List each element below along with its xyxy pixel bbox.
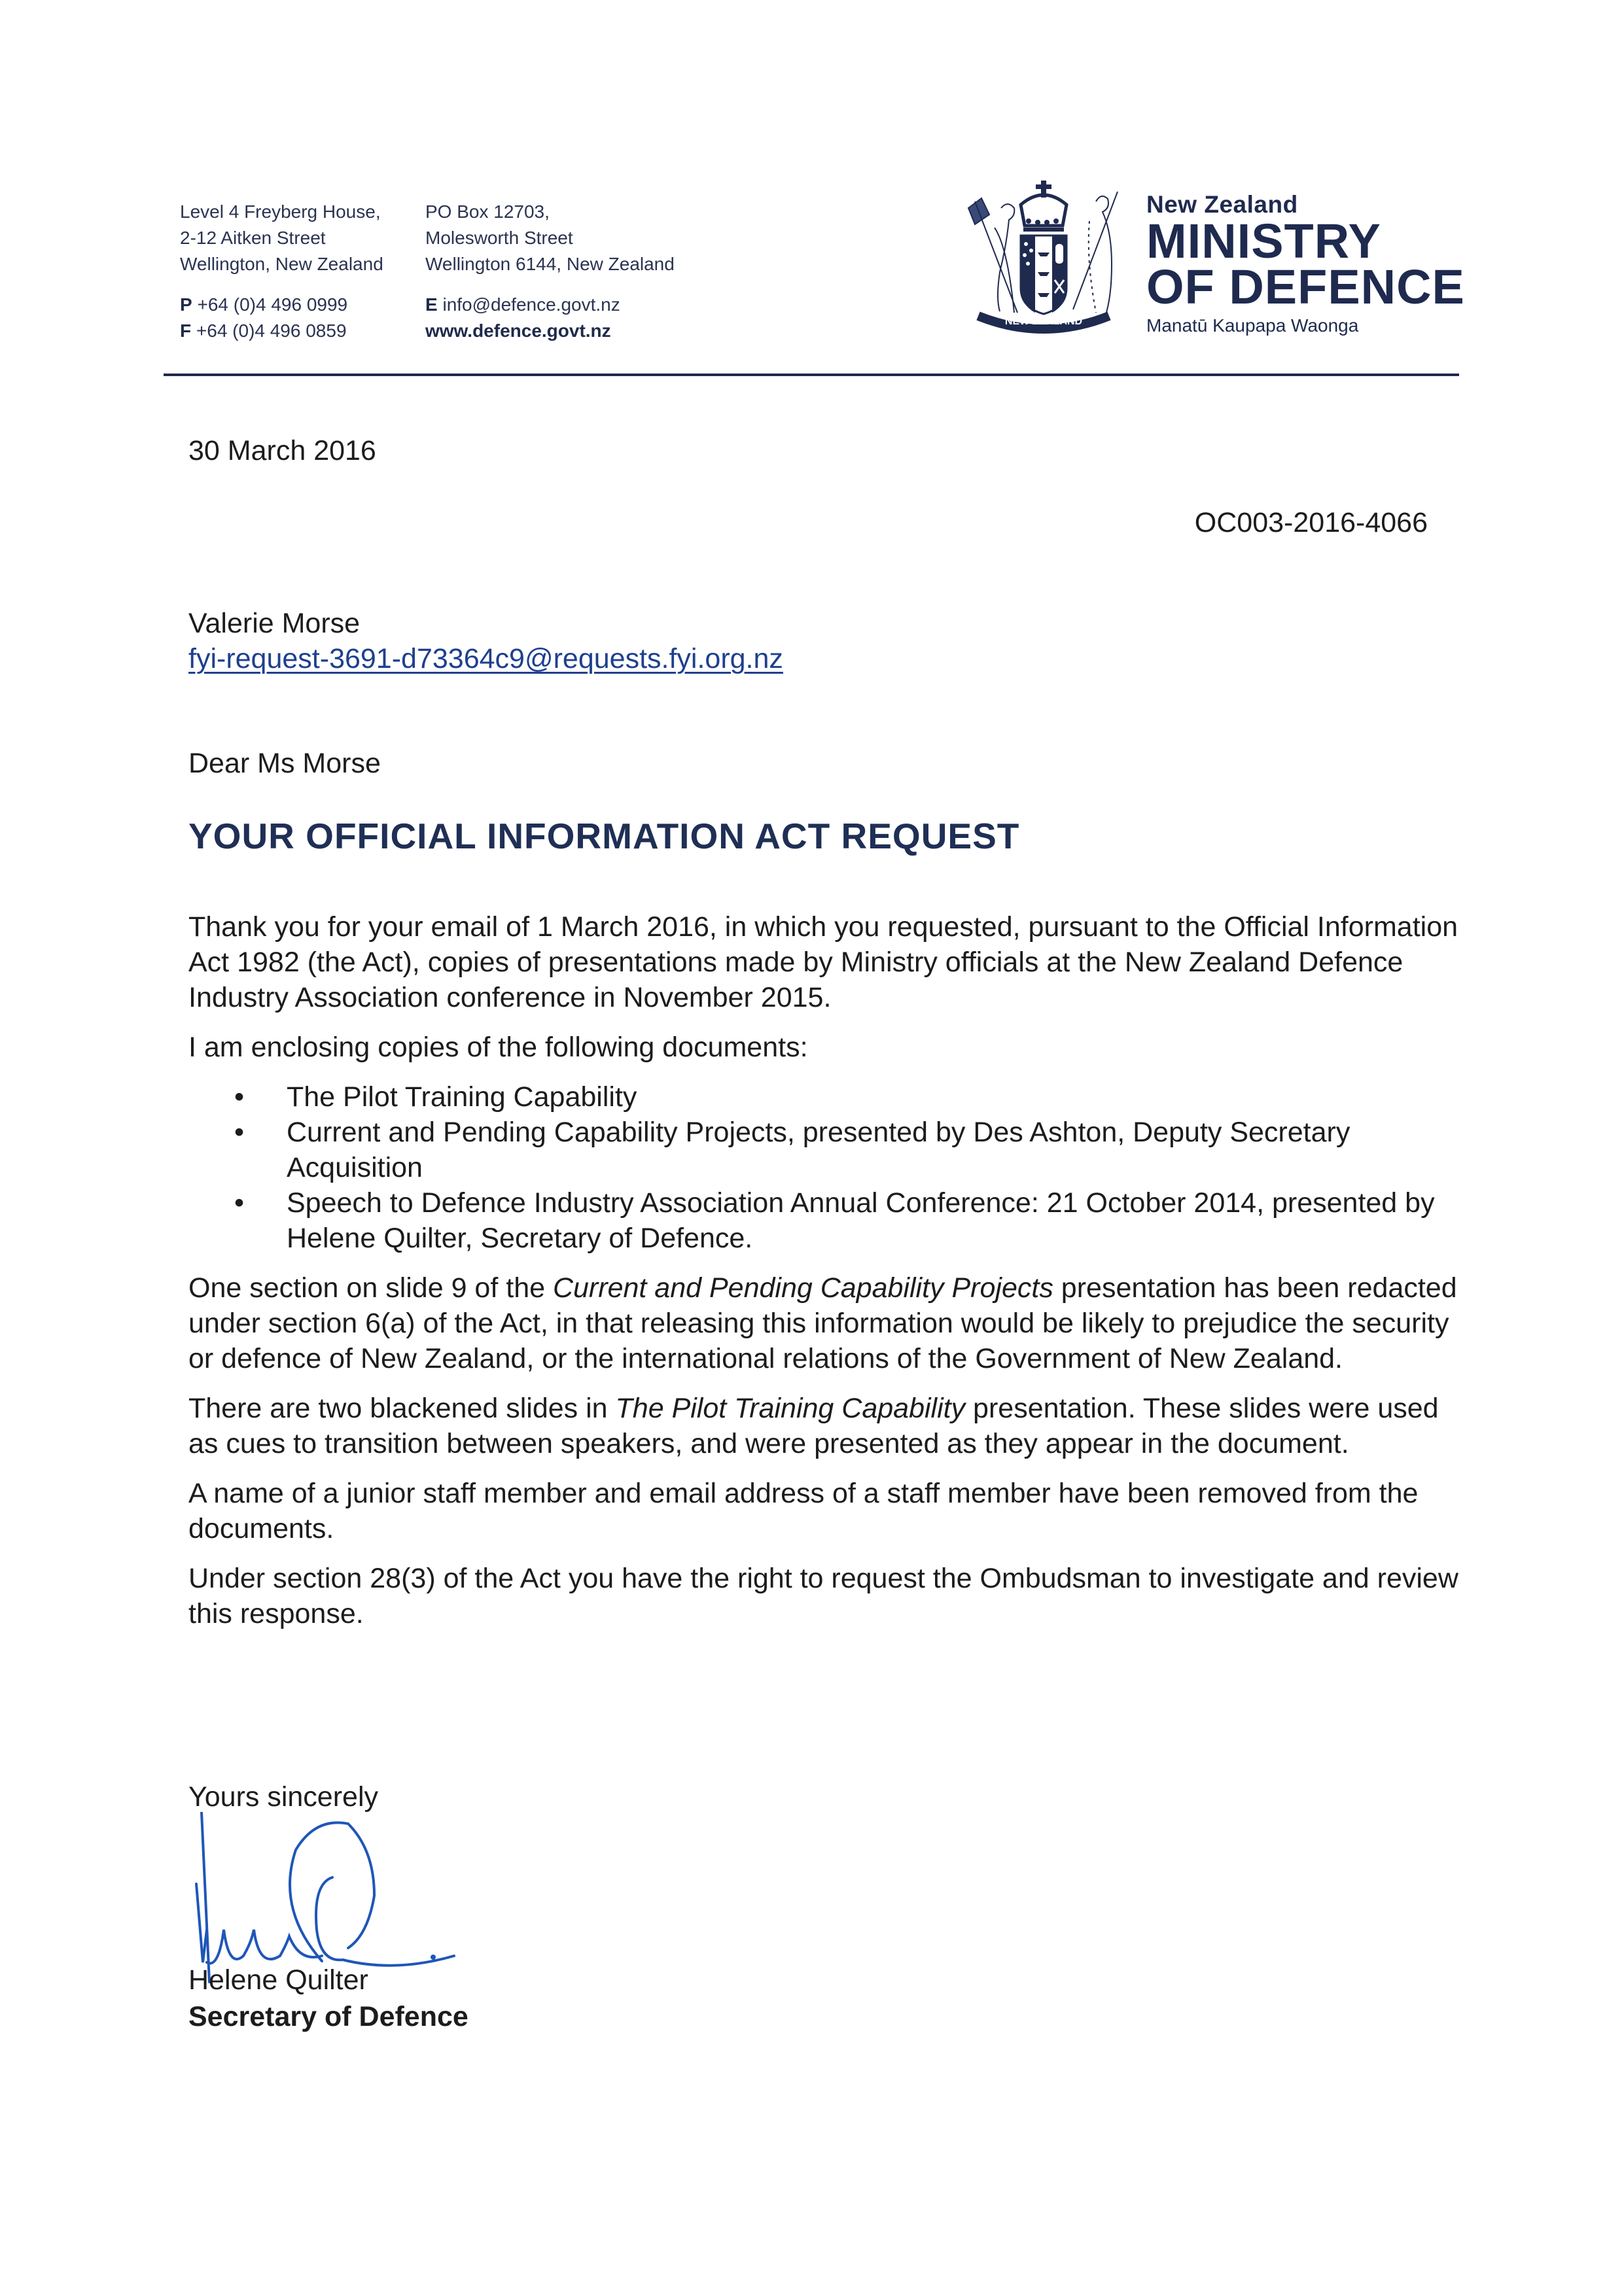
recipient-email-link[interactable]: fyi-request-3691-d73364c9@requests.fyi.org.nz <box>188 643 783 674</box>
address-line: Molesworth Street <box>425 228 573 248</box>
paragraph: A name of a junior staff member and email address of a staff member have been removed from the documents. <box>188 1478 1419 1544</box>
address-line: Wellington 6144, New Zealand <box>425 254 675 274</box>
contact-email-link[interactable]: info@defence.govt.nz <box>442 294 620 315</box>
email-line <box>425 292 675 318</box>
phone-label: P <box>180 294 192 315</box>
address-line: 2-12 Aitken Street <box>180 228 326 248</box>
enclosure-item: • The Pilot Training Capability <box>287 1079 1464 1115</box>
phone-number: +64 (0)4 496 0999 <box>197 294 348 315</box>
salutation: Dear Ms Morse <box>188 748 381 779</box>
paragraph-redaction: One section on slide 9 of the Current and Pending Capability Projects presentation has been redacted under section 6(a) of the Act, in that releasing this information would be likely to prejudice the security or defence of New Zealand, or the international relations of the Government of New Zealand. <box>188 1272 1457 1374</box>
address-block-postal <box>425 199 675 344</box>
brand-line-1: MINISTRY <box>1146 214 1381 268</box>
fax-label: F <box>180 321 192 341</box>
email-label: E <box>425 294 438 315</box>
closing: Yours sincerely <box>188 1781 378 1813</box>
document-title: The Pilot Training Capability <box>615 1393 966 1424</box>
enclosure-list <box>188 1079 1464 1256</box>
address-line: Wellington, New Zealand <box>180 254 383 274</box>
crest-label: NEW ZEALAND <box>1004 316 1083 327</box>
recipient-name: Valerie Morse <box>188 608 361 639</box>
paragraph: Thank you for your email of 1 March 2016, in which you requested, pursuant to the Official Information Act 1982 (the Act), copies of presentations made by Ministry officials at the New Zealand Defence Industry Association conference in November 2015. <box>188 911 1458 1013</box>
enclosure-item: • Current and Pending Capability Projects, presented by Des Ashton, Deputy Secretary Acquisition <box>287 1115 1464 1185</box>
document-title: Current and Pending Capability Projects <box>552 1272 1053 1304</box>
recipient-block <box>188 606 783 676</box>
letter-date: 30 March 2016 <box>188 435 376 466</box>
brand-line-2: OF DEFENCE <box>1146 260 1465 314</box>
fax-line <box>180 318 383 344</box>
website-link[interactable]: www.defence.govt.nz <box>425 321 611 341</box>
letter-body <box>188 909 1464 1646</box>
brand-maori-name: Manatū Kaupapa Waonga <box>1146 315 1359 336</box>
paragraph: I am enclosing copies of the following documents: <box>188 1032 808 1063</box>
brand-country: New Zealand <box>1146 191 1298 218</box>
address-line: Level 4 Freyberg House, <box>180 201 381 222</box>
signatory-name: Helene Quilter <box>188 1964 368 1996</box>
coat-of-arms-icon <box>955 169 1132 345</box>
enclosure-item: • Speech to Defence Industry Association Annual Conference: 21 October 2014, presented by Helene Quilter, Secretary of Defence. <box>287 1185 1464 1256</box>
paragraph-blackened-slides: There are two blackened slides in The Pilot Training Capability presentation. These slides were used as cues to transition between speakers, and were presented as they appear in the document. <box>188 1393 1439 1459</box>
signatory-title: Secretary of Defence <box>188 2001 468 2032</box>
reference-number: OC003-2016-4066 <box>1194 507 1428 538</box>
address-block-street <box>180 199 383 344</box>
paragraph: Under section 28(3) of the Act you have the right to request the Ombudsman to investigate and review this response. <box>188 1563 1458 1629</box>
ministry-logo <box>1146 191 1465 339</box>
phone-line <box>180 292 383 318</box>
fax-number: +64 (0)4 496 0859 <box>196 321 347 341</box>
letterhead-divider <box>164 374 1459 376</box>
address-line: PO Box 12703, <box>425 201 550 222</box>
letter-heading: YOUR OFFICIAL INFORMATION ACT REQUEST <box>188 816 1020 856</box>
